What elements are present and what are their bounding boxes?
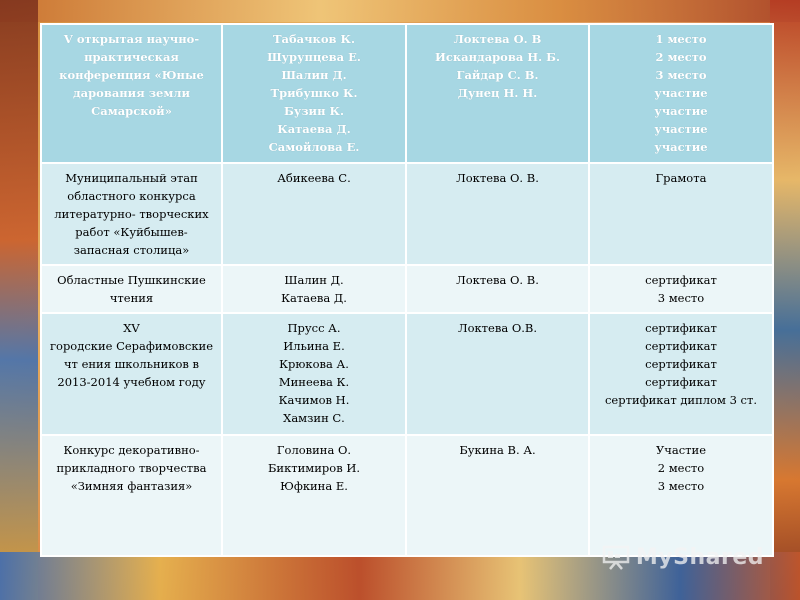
event-cell: Муниципальный этап областного конкурса литературно- творческих работ «Куйбышев- запасная столица» [41, 163, 222, 265]
watermark-logo [602, 544, 764, 570]
event-cell: Конкурс декоративно-прикладного творчества «Зимняя фантазия» [41, 435, 222, 556]
teachers-cell: Локтева О. В Искандарова Н. Б. Гайдар С. В. Дунец Н. Н. [406, 24, 589, 163]
background-decoration-top [0, 0, 800, 22]
participants-cell: Головина О. Биктимиров И. Юфкина Е. [222, 435, 406, 556]
participants-cell: Прусс А. Ильина Е. Крюкова А. Минеева К. Качимов Н. Хамзин С. [222, 313, 406, 435]
teachers-cell: Локтева О. В. [406, 265, 589, 313]
results-cell: сертификат 3 место [589, 265, 773, 313]
table-row [41, 435, 773, 556]
results-cell: 1 место 2 место 3 место участие участие участие участие [589, 24, 773, 163]
table-row [41, 265, 773, 313]
results-table [40, 23, 774, 557]
background-decoration-right [770, 0, 800, 600]
event-cell: XV городские Серафимовские чт ения школьников в 2013-2014 учебном году [41, 313, 222, 435]
table-row [41, 163, 773, 265]
table-row [41, 313, 773, 435]
presentation-board-icon [602, 544, 632, 570]
watermark-text: MyShared [635, 544, 764, 570]
participants-cell: Шалин Д. Катаева Д. [222, 265, 406, 313]
background-decoration-left [0, 0, 38, 600]
results-cell: Участие 2 место 3 место [589, 435, 773, 556]
results-cell: Грамота [589, 163, 773, 265]
table-row [41, 24, 773, 163]
teachers-cell: Букина В. А. [406, 435, 589, 556]
event-cell: V открытая научно-практическая конференция «Юные дарования земли Самарской» [41, 24, 222, 163]
teachers-cell: Локтева О. В. [406, 163, 589, 265]
participants-cell: Табачков К. Шурупцева Е. Шалин Д. Трибушко К. Бузин К. Катаева Д. Самойлова Е. [222, 24, 406, 163]
teachers-cell: Локтева О.В. [406, 313, 589, 435]
participants-cell: Абикеева С. [222, 163, 406, 265]
event-cell: Областные Пушкинские чтения [41, 265, 222, 313]
results-cell: сертификат сертификат сертификат сертификат сертификат диплом 3 ст. [589, 313, 773, 435]
